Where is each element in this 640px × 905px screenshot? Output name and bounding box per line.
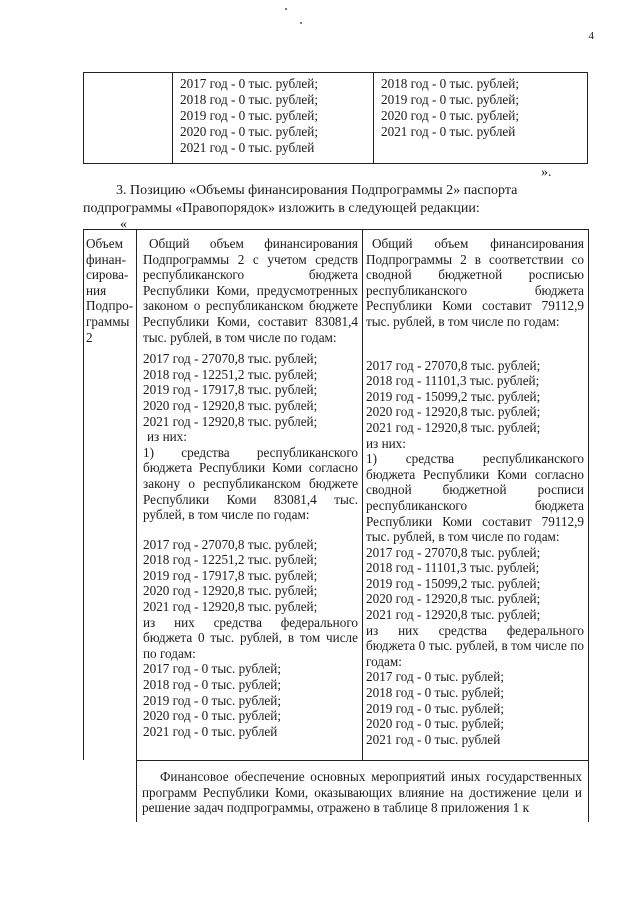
closing-quote: ».	[541, 165, 552, 180]
right-item-1: 1) средства республиканского бюджета Республики Коми согласно сводной бюджетной росписи республиканского бюджета Республики Коми составит 79112,9 тыс. рублей, в том числе по годам:	[366, 451, 584, 545]
year-row: 2017 год - 27070,8 тыс. рублей;	[143, 536, 318, 552]
right-federal: из них средства федерального бюджета 0 тыс. рублей, в том числе по годам:	[366, 622, 584, 669]
year-row: 2018 год - 0 тыс. рублей;	[180, 92, 318, 107]
year-row: 2020 год - 0 тыс. рублей;	[143, 708, 281, 724]
of-them: из них:	[147, 429, 187, 445]
year-row: 2021 год - 12920,8 тыс. рублей;	[143, 413, 318, 429]
year-row: 2021 год - 0 тыс. рублей	[366, 731, 501, 747]
year-row: 2019 год - 15099,2 тыс. рублей;	[366, 388, 541, 404]
paragraph-line-1: 3. Позицию «Объемы финансирования Подпрограммы 2» паспорта	[116, 183, 518, 198]
main-table-column-divider	[362, 229, 363, 760]
paragraph-line-2: подпрограммы «Правопорядок» изложить в следующей редакции:	[83, 201, 480, 216]
left-item-1: 1) средства республиканского бюджета Республики Коми согласно закону о республиканском бюджете Республики Коми 83081,4 тыс. рублей, в том числе по годам:	[143, 444, 358, 523]
row-label	[86, 236, 134, 345]
label-line: 2	[86, 329, 93, 345]
year-row: 2021 год - 0 тыс. рублей	[180, 140, 315, 155]
year-row: 2021 год - 12920,8 тыс. рублей;	[143, 599, 318, 615]
year-row: 2020 год - 12920,8 тыс. рублей;	[366, 404, 541, 420]
year-row: 2021 год - 12920,8 тыс. рублей;	[366, 419, 541, 435]
label-line: финан-	[86, 251, 126, 267]
main-table-left-border	[83, 229, 84, 760]
year-row: 2018 год - 0 тыс. рублей;	[366, 685, 504, 701]
year-row: 2018 год - 0 тыс. рублей;	[381, 76, 519, 91]
of-them: из них:	[366, 435, 406, 451]
year-row: 2019 год - 0 тыс. рублей;	[180, 108, 318, 123]
top-table-divider	[172, 72, 173, 164]
year-row: 2017 год - 27070,8 тыс. рублей;	[366, 544, 541, 560]
year-row: 2017 год - 0 тыс. рублей;	[143, 661, 281, 677]
year-row: 2018 год - 0 тыс. рублей;	[143, 677, 281, 693]
year-row: 2019 год - 0 тыс. рублей;	[143, 692, 281, 708]
label-line: сирова-	[86, 267, 129, 283]
main-table-label-divider	[136, 229, 137, 822]
bottom-merged-cell: Финансовое обеспечение основных мероприятий иных государственных программ Республики Коми, оказывающих влияние на достижение цели и решение задач подпрограммы, отражено в таблице 8 приложения 1 к	[142, 769, 582, 816]
year-row: 2021 год - 0 тыс. рублей	[381, 124, 516, 139]
top-table-right-cell	[381, 76, 519, 140]
main-table-top-border	[83, 229, 588, 230]
top-table-left-cell	[180, 76, 318, 156]
label-line: Объем	[86, 236, 123, 251]
year-row: 2020 год - 12920,8 тыс. рублей;	[143, 397, 318, 413]
year-row: 2019 год - 0 тыс. рублей;	[366, 700, 504, 716]
scan-speck	[300, 22, 302, 24]
label-line: Подпро-	[86, 298, 134, 314]
opening-quote: «	[120, 217, 127, 232]
label-line: граммы	[86, 313, 130, 329]
right-intro: Общий объем финансирования Подпрограммы 2 в соответствии со сводной бюджетной росписью республиканского бюджета Республики Коми составит 79112,9 тыс. рублей, в том числе по годам:	[366, 236, 584, 329]
year-row: 2018 год - 11101,3 тыс. рублей;	[366, 560, 540, 576]
year-row: 2019 год - 15099,2 тыс. рублей;	[366, 575, 541, 591]
year-row: 2018 год - 12251,2 тыс. рублей;	[143, 552, 318, 568]
year-row: 2019 год - 17917,8 тыс. рублей;	[143, 567, 318, 583]
year-row: 2018 год - 12251,2 тыс. рублей;	[143, 366, 318, 382]
year-row: 2018 год - 11101,3 тыс. рублей;	[366, 373, 540, 389]
main-table-right-border	[588, 229, 589, 822]
year-row: 2020 год - 0 тыс. рублей;	[381, 108, 519, 123]
year-row: 2020 год - 0 тыс. рублей;	[180, 124, 318, 139]
year-row: 2021 год - 12920,8 тыс. рублей;	[366, 607, 541, 623]
left-intro: Общий объем финансирования Подпрограммы 2 с учетом средств республиканского бюджета Республики Коми, предусмотренных законом о республиканском бюджете Республики Коми, составит 83081,4 тыс. рублей, в том числе по годам:	[143, 236, 358, 345]
scan-speck	[285, 8, 287, 10]
right-funding-cell	[366, 236, 584, 747]
year-row: 2017 год - 0 тыс. рублей;	[180, 76, 318, 91]
top-table-divider	[373, 72, 374, 164]
year-row: 2020 год - 12920,8 тыс. рублей;	[366, 591, 541, 607]
year-row: 2017 год - 0 тыс. рублей;	[366, 669, 504, 685]
main-table-row-divider	[136, 760, 588, 761]
label-line: ния	[86, 282, 107, 298]
left-funding-cell	[143, 236, 358, 739]
left-federal: из них средства федерального бюджета 0 тыс. рублей, в том числе по годам:	[143, 614, 358, 661]
year-row: 2020 год - 12920,8 тыс. рублей;	[143, 583, 318, 599]
year-row: 2020 год - 0 тыс. рублей;	[366, 716, 504, 732]
year-row: 2021 год - 0 тыс. рублей	[143, 723, 278, 739]
year-row: 2017 год - 27070,8 тыс. рублей;	[143, 351, 318, 367]
page-number: 4	[588, 30, 594, 42]
year-row: 2017 год - 27070,8 тыс. рублей;	[366, 357, 541, 373]
year-row: 2019 год - 17917,8 тыс. рублей;	[143, 382, 318, 398]
year-row: 2019 год - 0 тыс. рублей;	[381, 92, 519, 107]
